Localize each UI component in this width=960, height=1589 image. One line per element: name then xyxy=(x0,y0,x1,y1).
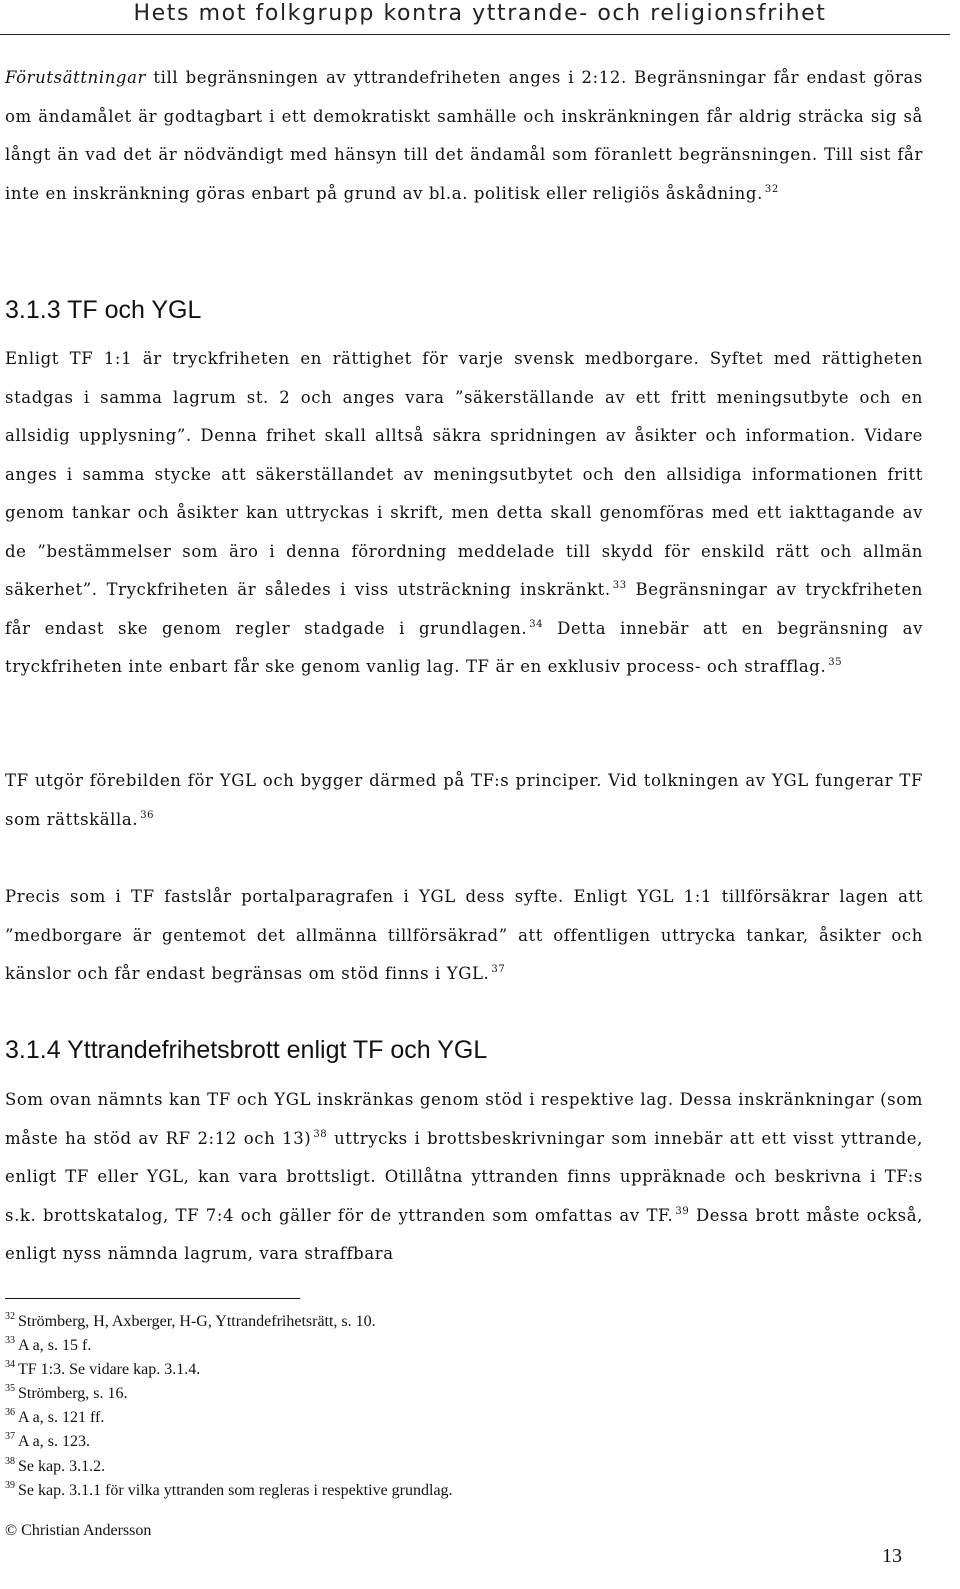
running-header: Hets mot folkgrupp kontra yttrande- och religionsfrihet xyxy=(133,1,827,26)
paragraph-text: Detta innebär att en begränsning av tryckfriheten inte enbart får ske genom vanlig lag. TF är en exklusiv process- och strafflag. xyxy=(5,618,923,676)
footnote-number: 32 xyxy=(5,1311,15,1322)
paragraph-ygl-model xyxy=(5,762,923,839)
footnote-ref-32: 32 xyxy=(764,183,779,195)
footnote-item xyxy=(5,1334,453,1358)
footnote-text: A a, s. 121 ff. xyxy=(18,1409,105,1427)
paragraph-limitations xyxy=(5,59,923,213)
paragraph-tf-ygl xyxy=(5,340,923,687)
footnote-ref-36: 36 xyxy=(140,809,155,821)
footnote-item xyxy=(5,1479,453,1503)
footnote-number: 36 xyxy=(5,1407,15,1419)
footnote-ref-37: 37 xyxy=(491,964,506,975)
paragraph-text: Begränsningar av tryckfriheten får endast ske genom regler stadgade i grundlagen. xyxy=(5,580,923,638)
footnote-text: Strömberg, H, Axberger, H-G, Yttrandefrihetsrätt, s. 10. xyxy=(18,1313,376,1330)
paragraph-crimes xyxy=(5,1081,923,1274)
footnote-ref-34: 34 xyxy=(529,618,544,630)
italic-term: Förutsättningar xyxy=(5,68,147,87)
section-heading-3-1-3: 3.1.3 TF och YGL xyxy=(5,296,202,324)
paragraph-text: Precis som i TF fastslår portalparagrafen i YGL dess syfte. Enligt YGL 1:1 tillförsäkrar lagen att ”medborgare är gentemot det allmänna tillförsäkrad” att offentligen uttrycka tankar, åsikter och känslor och får endast begränsas om stöd finns i YGL. xyxy=(5,887,923,983)
paragraph-text: Dessa brott måste också, enligt nyss nämnda lagrum, vara straffbara xyxy=(5,1205,923,1263)
paragraph-text: till begränsningen av yttrandefriheten anges i 2:12. Begränsningar får endast göras om ändamålet är godtagbart i ett demokratiskt samhälle och inskränkningen får aldrig sträcka sig så långt än vad det är nödvändigt med hänsyn till det ändamål som föranlett begränsningen. Till sist får inte en inskränkning göras enbart på grund av bl.a. politisk eller religiös åskådning. xyxy=(5,68,923,203)
footnote-item xyxy=(5,1358,453,1382)
footnote-item xyxy=(5,1430,453,1454)
footnote-number: 34 xyxy=(5,1359,15,1371)
footnote-text: Se kap. 3.1.2. xyxy=(18,1457,106,1475)
footnote-text: Se kap. 3.1.1 för vilka yttranden som regleras i respektive grundlag. xyxy=(18,1481,453,1499)
footnote-item xyxy=(5,1382,453,1406)
footnote-number: 38 xyxy=(5,1455,15,1467)
footnote-item xyxy=(5,1406,453,1430)
footnote-rule xyxy=(5,1298,300,1299)
footnote-number: 39 xyxy=(5,1479,15,1491)
paragraph-text: Enligt TF 1:1 är tryckfriheten en rättighet för varje svensk medborgare. Syftet med rättigheten stadgas i samma lagrum st. 2 och anges vara ”säkerställande av ett fritt meningsutbyte och en allsidig upplysning”. Denna frihet skall alltså säkra spridningen av åsikter och information. Vidare anges i samma stycke att säkerställandet av meningsutbytet och den allsidiga informationen fritt genom tankar och åsikter kan uttryckas i skrift, men detta skall genomföras med ett iakttagande av de ”bestämmelser som äro i denna förordning meddelade till skydd för enskild rätt och allmän säkerhet”. Tryckfriheten är således i viss utsträckning inskränkt. xyxy=(5,349,923,599)
paragraph-text: uttrycks i brottsbeskrivningar som innebär att ett visst yttrande, enligt TF eller YGL, kan vara brottsligt. Otillåtna yttranden finns uppräknade och beskrivna i TF:s s.k. brottskatalog, TF 7:4 och gäller för de yttranden som omfattas av TF. xyxy=(5,1128,923,1225)
paragraph-text: Som ovan nämnts kan TF och YGL inskränkas genom stöd i respektive lag. Dessa inskränkningar (som måste ha stöd av RF 2:12 och 13) xyxy=(5,1090,923,1148)
footnote-text: TF 1:3. Se vidare kap. 3.1.4. xyxy=(18,1361,201,1379)
footnote-ref-35: 35 xyxy=(828,657,843,668)
footnote-text: Strömberg, s. 16. xyxy=(18,1385,128,1403)
header-rule xyxy=(0,34,950,35)
footnote-list xyxy=(5,1310,453,1503)
footnote-ref-38: 38 xyxy=(313,1128,328,1140)
footnote-item xyxy=(5,1455,453,1479)
page-number: 13 xyxy=(882,1545,902,1567)
footnote-ref-33: 33 xyxy=(612,580,627,591)
section-heading-3-1-4: 3.1.4 Yttrandefrihetsbrott enligt TF och YGL xyxy=(5,1036,488,1064)
footnote-number: 37 xyxy=(5,1431,15,1443)
paragraph-text: TF utgör förebilden för YGL och bygger därmed på TF:s principer. Vid tolkningen av YGL fungerar TF som rättskälla. xyxy=(5,771,923,829)
footnote-item xyxy=(5,1310,453,1334)
footnote-ref-39: 39 xyxy=(675,1205,690,1217)
paragraph-ygl-purpose xyxy=(5,878,923,994)
footnote-text: A a, s. 15 f. xyxy=(18,1337,92,1355)
footnote-number: 35 xyxy=(5,1383,15,1395)
footnote-text: A a, s. 123. xyxy=(18,1433,90,1451)
copyright-notice: © Christian Andersson xyxy=(5,1522,152,1539)
footnote-number: 33 xyxy=(5,1335,15,1347)
